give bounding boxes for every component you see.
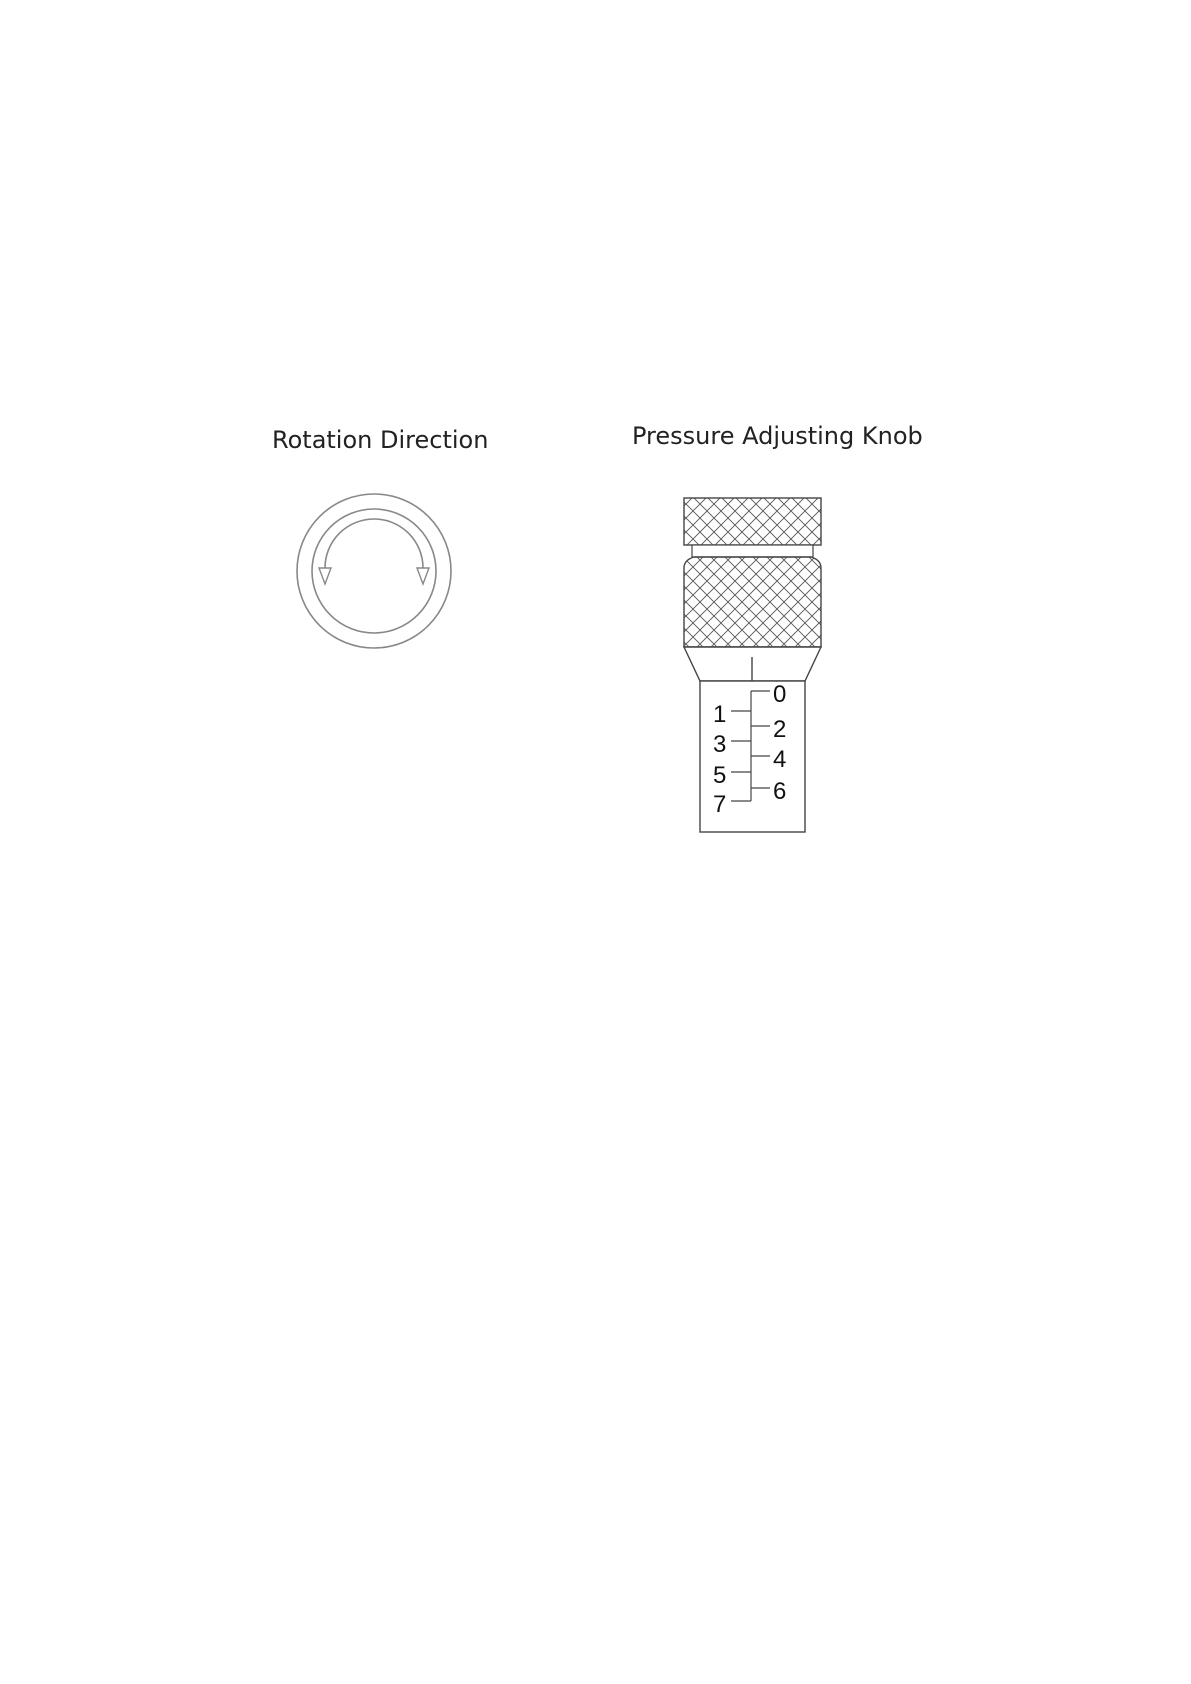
knob-top-cap [684, 498, 821, 545]
scale-number-left: 3 [713, 731, 727, 758]
scale-number-right: 0 [773, 681, 787, 708]
scale-number-right: 4 [773, 746, 787, 773]
scale-number-left: 7 [713, 791, 727, 818]
knob-neck [692, 545, 813, 557]
pressure-knob-title: Pressure Adjusting Knob [632, 422, 923, 450]
scale-number-left: 1 [713, 701, 727, 728]
pressure-knob-drawing [684, 498, 821, 832]
scale-number-left: 5 [713, 762, 727, 789]
rotation-direction-title: Rotation Direction [272, 426, 489, 454]
scale-number-right: 6 [773, 778, 787, 805]
scale-number-right: 2 [773, 716, 787, 743]
knob-body [684, 557, 821, 647]
rotation-arrows-icon [297, 494, 451, 648]
